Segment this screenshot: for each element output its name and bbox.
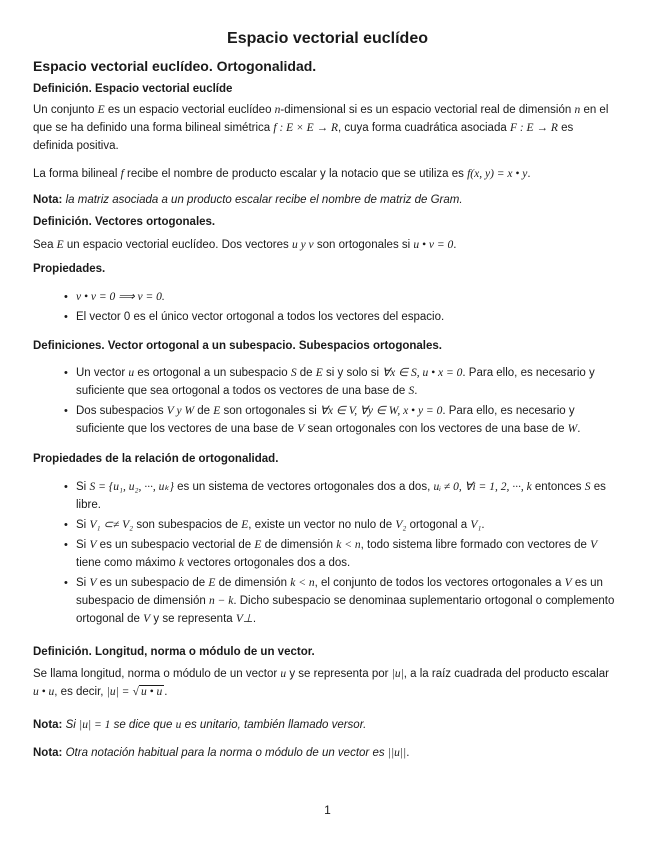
page-number: 1 xyxy=(324,803,331,817)
note-text: la matriz asociada a un producto escalar recibe el nombre de matriz de Gram. xyxy=(65,194,463,206)
note-unitario xyxy=(33,716,613,734)
math: |u| = xyxy=(106,686,130,698)
text: en el que se ha definido una forma bilineal simétrica xyxy=(33,104,609,134)
math: E xyxy=(97,104,105,116)
note-text: Otra notación habitual para la norma o módulo de un vector es xyxy=(65,747,385,759)
text: Se llama longitud, norma o módulo de un vector xyxy=(33,668,278,680)
list-item xyxy=(60,536,615,572)
heading-def-espacio: Definición. Espacio vectorial euclíde xyxy=(33,83,233,95)
text: , a la raíz cuadrada del producto escalar xyxy=(403,668,609,680)
math: u • v = 0 xyxy=(413,239,454,251)
math: n xyxy=(574,104,581,116)
math: |u| = 1 xyxy=(79,719,111,731)
text: , existe un vector no nulo de xyxy=(248,519,393,531)
math: f xyxy=(120,168,124,180)
math: S xyxy=(408,385,415,397)
math: S = {u₁, u₂, ···, uₖ} xyxy=(89,481,174,493)
text: . xyxy=(252,613,257,625)
math: n xyxy=(274,104,281,116)
text: Dos subespacios xyxy=(76,405,164,417)
text: , el conjunto de todos los vectores ortogonales a xyxy=(314,577,562,589)
text: . xyxy=(577,423,581,435)
math: k xyxy=(178,557,185,569)
text: sean ortogonales con los vectores de una base de xyxy=(307,423,565,435)
note-text: Si xyxy=(65,719,76,731)
math: E xyxy=(56,239,64,251)
text: es libre. xyxy=(76,481,606,511)
math: V xyxy=(590,539,598,551)
text: es un sistema de vectores ortogonales dos a dos, xyxy=(177,481,431,493)
text: Un vector xyxy=(76,367,126,379)
text: , es decir, xyxy=(54,686,104,698)
math: F : E → R xyxy=(509,122,558,134)
list-item xyxy=(60,402,615,438)
list-item xyxy=(60,308,615,326)
note-label: Nota: xyxy=(33,194,63,206)
text: es definida positiva. xyxy=(33,122,574,152)
math: ∀x ∈ S, u • x = 0 xyxy=(382,367,463,379)
math: E xyxy=(208,577,216,589)
list-def-subespacio xyxy=(60,364,615,440)
list-item xyxy=(60,288,615,306)
math: V₁ ⊂≠ V₂ xyxy=(89,519,134,531)
math: V xyxy=(297,423,305,435)
math: k < n xyxy=(290,577,315,589)
text: entonces xyxy=(534,481,582,493)
note-text: es unitario, también llamado versor. xyxy=(184,719,367,731)
note-gram xyxy=(33,191,613,209)
text: . xyxy=(453,239,457,251)
math: uᵢ ≠ 0, ∀i = 1, 2, ···, k xyxy=(433,481,532,493)
heading-propiedades: Propiedades. xyxy=(33,263,106,275)
math: V xyxy=(564,577,572,589)
text: es un subespacio vectorial de xyxy=(99,539,252,551)
text: es ortogonal a un subespacio xyxy=(137,367,288,379)
document-title: Espacio vectorial euclídeo xyxy=(227,30,428,47)
math: u xyxy=(280,668,287,680)
math: S xyxy=(584,481,591,493)
text: Si xyxy=(76,577,87,589)
paragraph-def-longitud xyxy=(33,665,613,701)
math: V xyxy=(89,539,97,551)
note-label: Nota: xyxy=(33,719,63,731)
text: de xyxy=(197,405,211,417)
text: . xyxy=(481,519,485,531)
paragraph-def-espacio xyxy=(33,101,613,155)
text: . xyxy=(527,168,531,180)
text: es un subespacio de dimensión xyxy=(76,577,603,607)
math: V xyxy=(89,577,97,589)
text: El vector 0 es el único vector ortogonal a todos los vectores del espacio. xyxy=(76,311,445,323)
math: ∀x ∈ V, ∀y ∈ W, x • y = 0 xyxy=(320,405,443,417)
text: tiene como máximo xyxy=(76,557,176,569)
math: k < n xyxy=(336,539,361,551)
text: Sea xyxy=(33,239,54,251)
text: Si xyxy=(76,539,87,551)
text: La forma bilineal xyxy=(33,168,118,180)
math: V₁ xyxy=(470,519,482,531)
text: . Para ello, es necesario y suficiente que sea ortogonal a todos os vectores de una base de xyxy=(76,367,595,397)
text: son subespacios de xyxy=(136,519,239,531)
math: S xyxy=(290,367,297,379)
math: u • u xyxy=(140,686,163,698)
math: E xyxy=(213,405,221,417)
text: . xyxy=(164,686,168,698)
text: . Dicho subespacio se denominaa suplementario ortogonal o complemento ortogonal de xyxy=(76,595,615,625)
list-prop-relacion xyxy=(60,478,615,630)
text: -dimensional si es un espacio vectorial real de dimensión xyxy=(280,104,572,116)
text: ortogonal a xyxy=(409,519,468,531)
text: Un conjunto xyxy=(33,104,95,116)
math: V y W xyxy=(166,405,195,417)
math: ||u|| xyxy=(387,747,407,759)
text: Si xyxy=(76,481,87,493)
text: de xyxy=(299,367,313,379)
text: . xyxy=(406,747,410,759)
text: . xyxy=(414,385,418,397)
math: V₂ xyxy=(395,519,407,531)
note-text: se dice que xyxy=(113,719,173,731)
list-propiedades xyxy=(60,288,615,328)
text: vectores ortogonales dos a dos. xyxy=(187,557,351,569)
math: W xyxy=(567,423,578,435)
math: E xyxy=(241,519,249,531)
math: V⊥ xyxy=(235,613,253,625)
paragraph-def-ortogonales xyxy=(33,236,613,254)
text: de dimensión xyxy=(264,539,334,551)
text: Si xyxy=(76,519,87,531)
sqrt-symbol: √ xyxy=(132,686,139,698)
text: de dimensión xyxy=(218,577,288,589)
math: n − k xyxy=(208,595,234,607)
list-item xyxy=(60,478,615,514)
section-title: Espacio vectorial euclídeo. Ortogonalidad. xyxy=(33,58,317,74)
text: si y solo si xyxy=(326,367,380,379)
math: E xyxy=(315,367,323,379)
text: . Para ello, es necesario y suficiente que los vectores de una base de xyxy=(76,405,575,435)
heading-def-longitud: Definición. Longitud, norma o módulo de un vector. xyxy=(33,646,315,658)
math: E xyxy=(254,539,262,551)
text: un espacio vectorial euclídeo. Dos vectores xyxy=(66,239,289,251)
math: u y v xyxy=(291,239,314,251)
math: u xyxy=(175,719,182,731)
text: son ortogonales si xyxy=(223,405,317,417)
math: V xyxy=(143,613,151,625)
math: u xyxy=(128,367,135,379)
text: es un espacio vectorial euclídeo xyxy=(107,104,272,116)
text: y se representa xyxy=(153,613,233,625)
heading-prop-relacion: Propiedades de la relación de ortogonalidad. xyxy=(33,453,279,465)
text: , todo sistema libre formado con vectores de xyxy=(360,539,587,551)
math: |u| xyxy=(391,668,404,680)
math: u • u xyxy=(33,686,55,698)
heading-def-ortogonales: Definición. Vectores ortogonales. xyxy=(33,216,216,228)
text: y se representa por xyxy=(289,668,389,680)
list-item xyxy=(60,364,615,400)
note-norma xyxy=(33,744,613,762)
text: , cuya forma cuadrática asociada xyxy=(337,122,507,134)
heading-def-subespacio: Definiciones. Vector ortogonal a un subespacio. Subespacios ortogonales. xyxy=(33,340,442,352)
text: son ortogonales si xyxy=(316,239,411,251)
text: es un subespacio de xyxy=(99,577,206,589)
list-item xyxy=(60,574,615,628)
paragraph-producto-escalar xyxy=(33,165,613,183)
text: recibe el nombre de producto escalar y la notacio que se utiliza es xyxy=(127,168,464,180)
math: f : E × E → R xyxy=(273,122,338,134)
math: v • v = 0 ⟹ v = 0. xyxy=(76,291,165,303)
math: f(x, y) = x • y xyxy=(467,168,528,180)
note-label: Nota: xyxy=(33,747,63,759)
list-item xyxy=(60,516,615,534)
